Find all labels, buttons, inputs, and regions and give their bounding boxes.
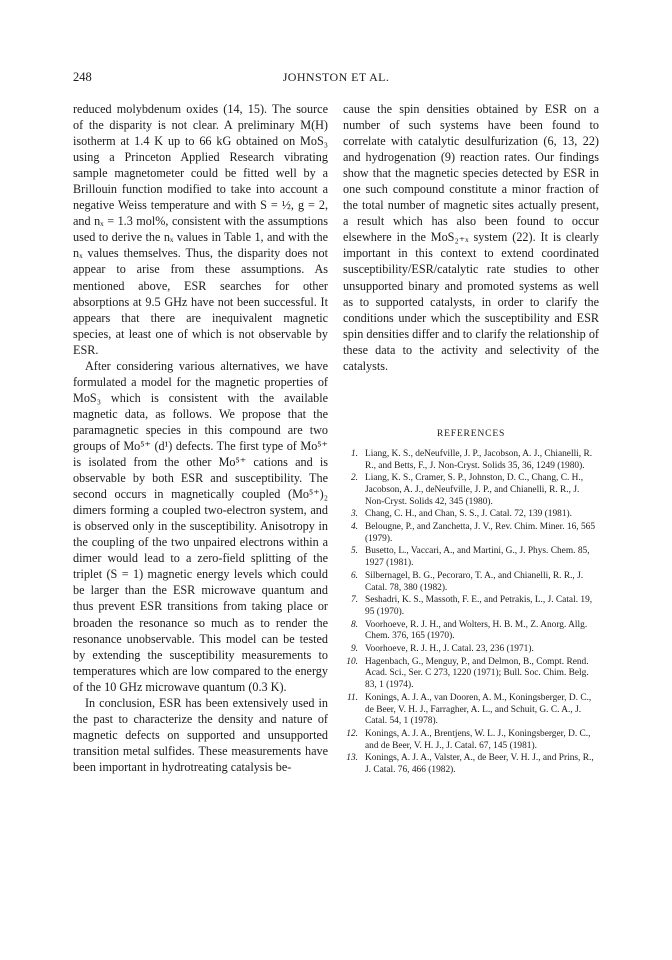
reference-item [343, 657, 599, 692]
reference-number: 3. [350, 509, 358, 520]
reference-number: 7. [350, 595, 358, 606]
reference-item [343, 729, 599, 752]
reference-item [343, 473, 599, 508]
reference-text: Seshadri, K. S., Massoth, F. E., and Petrakis, L., J. Catal. 19, 95 (1970). [365, 595, 593, 617]
left-column [73, 101, 328, 775]
reference-number: 5. [350, 546, 358, 557]
body-paragraph: After considering various alternatives, we have formulated a model for the magnetic properties of MoS₃ which is consistent with the available magnetic data, as follows. We propose that the paramagnetic species in this compound are two groups of Mo⁵⁺ (d¹) defects. The first type of Mo⁵⁺ is isolated from the other Mo⁵⁺ cations and is observable by both ESR and susceptibility. The second occurs in magnetically coupled (Mo⁵⁺)₂ dimers forming a coupled two-electron system, and is observed only in the susceptibility. Anisotropy in the coupling of the two unpaired electrons within a dimer would lead to a zero-field splitting of the triplet (S = 1) magnetic energy levels which could be larger than the ESR microwave quantum and thus prevent ESR transitions from taking place or broaden the resonance so much as to render the resonance unobservable. This model can be tested by extending the susceptibility measurements to temperatures which are low compared to the energy of the 10 GHz microwave quantum (0.3 K). [73, 358, 328, 694]
reference-text: Liang, K. S., Cramer, S. P., Johnston, D. C., Chang, C. H., Jacobson, A. J., deNeufville, J. P., and Chianelli, R. R., J. Non-Cryst. Solids 42, 345 (1980). [365, 473, 584, 507]
reference-number: 9. [350, 644, 358, 655]
reference-item [343, 571, 599, 594]
reference-text: Belougne, P., and Zanchetta, J. V., Rev. Chim. Miner. 16, 565 (1979). [365, 522, 596, 544]
reference-text: Silbernagel, B. G., Pecoraro, T. A., and Chianelli, R. R., J. Catal. 78, 380 (1982). [365, 570, 584, 593]
reference-number: 11. [346, 692, 358, 703]
reference-text: Konings, A. J. A., Valster, A., de Beer, V. H. J., and Prins, R., J. Catal. 76, 466 (1982). [365, 753, 594, 776]
reference-number: 13. [346, 753, 358, 764]
reference-number: 8. [350, 619, 358, 630]
reference-number: 1. [350, 448, 358, 459]
references-heading: REFERENCES [436, 427, 506, 439]
references-list [343, 449, 599, 777]
reference-number: 10. [346, 656, 358, 667]
reference-item [343, 753, 599, 776]
reference-text: Voorhoeve, R. J. H., and Wolters, H. B. M., Z. Anorg. Allg. Chem. 376, 165 (1970). [365, 619, 588, 642]
reference-item [343, 522, 599, 545]
reference-item [343, 509, 599, 521]
right-column [343, 101, 599, 778]
reference-item [343, 620, 599, 643]
reference-item [343, 449, 599, 472]
reference-item [343, 644, 599, 656]
reference-text: Chang, C. H., and Chan, S. S., J. Catal. 72, 139 (1981). [365, 509, 573, 520]
reference-text: Konings, A. J. A., Brentjens, W. L. J., Koningsberger, D. C., and de Beer, V. H. J., J. Catal. 67, 145 (1981). [365, 728, 591, 751]
reference-text: Liang, K. S., deNeufville, J. P., Jacobson, A. J., Chianelli, R. R., and Betts, F., J. Non-Cryst. Solids 35, 36, 1249 (1980). [365, 448, 593, 471]
body-paragraph: cause the spin densities obtained by ESR on a number of such systems have been found to correlate with catalytic desulfurization (6, 13, 22) and hydrogenation (9) reaction rates. Our findings show that the magnetic species detected by ESR in one such compound constitute a minor fraction of the total number of magnetic sites actually present, a result which has also been found to occur elsewhere in the MoS₂₊ₓ system (22). It is clearly important in this context to extend coordinated susceptibility/ESR/catalytic rate studies to other unsupported binary and promoted systems as well as to supported catalysts, in order to clarify the conditions under which the susceptibility and ESR spin densities differ and to clarify the relationship of these data to the activity and selectivity of the catalysts. [343, 102, 599, 373]
page-number: 248 [73, 70, 92, 84]
reference-number: 4. [350, 522, 358, 533]
reference-number: 2. [350, 473, 358, 484]
reference-text: Voorhoeve, R. J. H., J. Catal. 23, 236 (1971). [365, 644, 534, 655]
reference-text: Busetto, L., Vaccari, A., and Martini, G., J. Phys. Chem. 85, 1927 (1981). [365, 546, 590, 569]
reference-text: Hagenbach, G., Menguy, P., and Delmon, B., Compt. Rend. Acad. Sci., Ser. C 273, 1220 (1971); Bull. Soc. Chim. Belg. 83, 1 (1974). [365, 656, 589, 691]
reference-text: Konings, A. J. A., van Dooren, A. M., Koningsberger, D. C., de Beer, V. H. J., Farragher, A. L., and Schuit, G. C. A., J. Catal. 54, 1 (1978). [365, 692, 592, 727]
body-paragraph: reduced molybdenum oxides (14, 15). The source of the disparity is not clear. A preliminary M(H) isotherm at 1.4 K up to 66 kG obtained on MoS₃ using a Princeton Applied Research vibrating sample magnetometer could be fitted well by a Brillouin function modified to take into account a negative Weiss temperature and with S = ½, g = 2, and nₓ = 1.3 mol%, consistent with the assumptions used to derive the nₓ values in Table 1, and with the nₓ values themselves. Thus, the disparity does not appear to arise from these assumptions. As mentioned above, ESR searches for other absorptions at 9.5 GHz have not been successful. It appears that there are inequivalent magnetic species, at least one of which is not observable by ESR. [73, 102, 328, 357]
body-paragraph: In conclusion, ESR has been extensively used in the past to characterize the density and nature of magnetic defects on supported and unsupported transition metal sulfides. These measurements have been important in hydrotreating catalysis be- [73, 695, 328, 774]
reference-number: 6. [350, 570, 358, 581]
reference-number: 12. [346, 728, 358, 739]
running-head: JOHNSTON ET AL. [282, 70, 390, 84]
reference-item [343, 546, 599, 569]
reference-item [343, 693, 599, 728]
reference-item [343, 595, 599, 618]
